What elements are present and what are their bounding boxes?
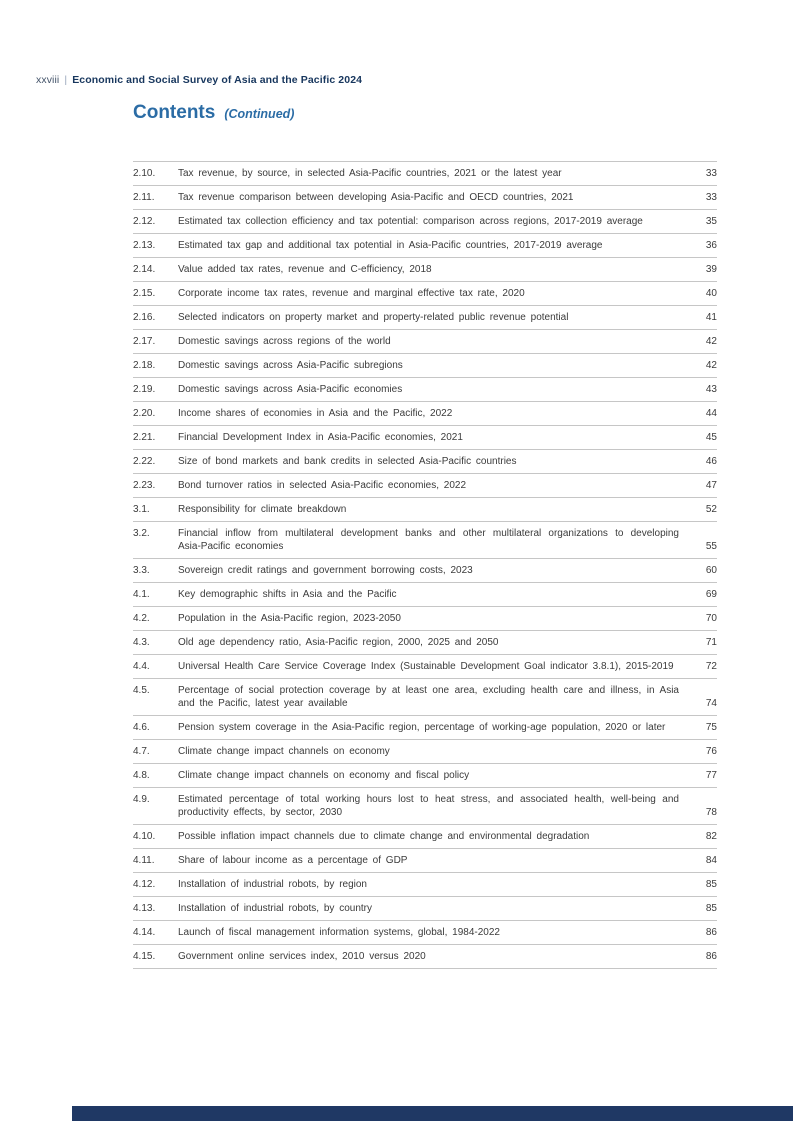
toc-entry-number: 2.20. (133, 407, 156, 419)
toc-entry-title: Size of bond markets and bank credits in selected Asia-Pacific countries (178, 455, 517, 467)
toc-entry-page: 41 (705, 311, 717, 323)
toc-entry-number: 4.10. (133, 831, 156, 843)
toc-entry-title: Government online services index, 2010 versus 2020 (178, 951, 426, 963)
toc-row (133, 559, 717, 583)
toc-entry-number: 2.18. (133, 359, 156, 371)
toc-entry-title: Percentage of social protection coverage by at least one area, excluding health care and illness, in Asia and the Pacific, latest year available (178, 684, 679, 709)
toc-entry-number: 3.1. (133, 503, 150, 515)
toc-entry-page: 76 (705, 745, 717, 757)
toc-entry-number: 2.22. (133, 455, 156, 467)
toc-entry-page: 70 (705, 612, 717, 624)
toc-entry-title: Tax revenue comparison between developing Asia-Pacific and OECD countries, 2021 (178, 191, 574, 203)
contents-title: Contents (133, 102, 216, 123)
section-title-line (133, 102, 294, 124)
toc-entry-number: 2.16. (133, 311, 156, 323)
toc-entry-page: 35 (705, 215, 717, 227)
toc-entry-number: 4.13. (133, 903, 156, 915)
toc-entry-title: Pension system coverage in the Asia-Pacific region, percentage of working-age population, 2020 or later (178, 721, 666, 733)
toc-entry-page: 85 (705, 903, 717, 915)
toc-entry-title: Universal Health Care Service Coverage Index (Sustainable Development Goal indicator 3.8.1), 2015-2019 (178, 660, 674, 672)
toc-entry-title: Corporate income tax rates, revenue and marginal effective tax rate, 2020 (178, 287, 525, 299)
toc-row (133, 378, 717, 402)
toc-entry-title: Launch of fiscal management information systems, global, 1984-2022 (178, 927, 500, 939)
toc-entry-title: Estimated tax collection efficiency and tax potential: comparison across regions, 2017-2019 average (178, 215, 643, 227)
toc-entry-page: 33 (705, 191, 717, 203)
toc-entry-page: 46 (705, 455, 717, 467)
toc-entry-page: 60 (705, 564, 717, 576)
toc-row (133, 921, 717, 945)
footer-bar (72, 1106, 793, 1121)
toc-entry-number: 4.2. (133, 612, 150, 624)
toc-entry-number: 4.9. (133, 793, 150, 805)
toc-row (133, 849, 717, 873)
toc-row (133, 716, 717, 740)
toc-entry-number: 4.11. (133, 855, 155, 867)
toc-entry-number: 2.21. (133, 431, 156, 443)
toc-entry-title: Climate change impact channels on economy and fiscal policy (178, 769, 470, 781)
toc-row (133, 679, 717, 716)
toc-entry-title: Estimated percentage of total working hours lost to heat stress, and associated health, well-being and productivity effects, by sector, 2030 (178, 793, 679, 819)
toc-row (133, 945, 717, 969)
toc-entry-page: 45 (705, 431, 717, 443)
toc-entry-number: 2.11. (133, 191, 155, 203)
toc-entry-title: Financial inflow from multilateral development banks and other multilateral organizations to developing Asia-Pacific economies (178, 527, 679, 552)
toc-entry-page: 82 (705, 831, 717, 843)
toc-entry-title: Domestic savings across Asia-Pacific subregions (178, 359, 403, 371)
toc-entry-number: 4.15. (133, 951, 156, 963)
toc-row (133, 522, 717, 559)
toc-entry-page: 86 (705, 951, 717, 963)
book-title: Economic and Social Survey of Asia and the Pacific 2024 (72, 74, 363, 86)
toc-entry-title: Key demographic shifts in Asia and the Pacific (178, 588, 397, 600)
toc-row (133, 474, 717, 498)
toc-entry-page: 85 (705, 879, 717, 891)
toc-entry-title: Share of labour income as a percentage of GDP (178, 855, 408, 867)
toc-entry-page: 33 (705, 167, 717, 179)
toc-entry-title: Selected indicators on property market and property-related public revenue potential (178, 311, 569, 323)
toc-entry-title: Estimated tax gap and additional tax potential in Asia-Pacific countries, 2017-2019 average (178, 239, 603, 251)
running-header (36, 74, 362, 86)
toc-entry-title: Installation of industrial robots, by country (178, 903, 372, 915)
toc-entry-page: 47 (705, 479, 717, 491)
toc-row (133, 631, 717, 655)
toc-entry-number: 2.19. (133, 383, 156, 395)
toc-entry-page: 43 (705, 383, 717, 395)
toc-entry-page: 77 (705, 769, 717, 781)
toc-entry-title: Responsibility for climate breakdown (178, 503, 347, 515)
toc-entry-title: Value added tax rates, revenue and C-efficiency, 2018 (178, 263, 432, 275)
toc-row (133, 740, 717, 764)
toc-entry-page: 55 (705, 540, 717, 552)
toc-entry-page: 84 (705, 855, 717, 867)
toc-entry-page: 36 (705, 239, 717, 251)
toc-entry-page: 42 (705, 359, 717, 371)
toc-entry-page: 74 (705, 697, 717, 709)
toc-row (133, 825, 717, 849)
toc-entry-page: 86 (705, 927, 717, 939)
toc-entry-number: 4.12. (133, 879, 156, 891)
toc-entry-page: 39 (705, 263, 717, 275)
toc-row (133, 426, 717, 450)
toc-entry-number: 4.3. (133, 636, 150, 648)
toc-row (133, 764, 717, 788)
toc-entry-title: Installation of industrial robots, by region (178, 879, 367, 891)
toc-entry-page: 75 (705, 721, 717, 733)
toc-entry-number: 2.13. (133, 239, 156, 251)
toc-entry-title: Population in the Asia-Pacific region, 2023-2050 (178, 612, 401, 624)
toc-entry-number: 2.14. (133, 263, 156, 275)
toc-entry-number: 4.14. (133, 927, 156, 939)
toc-entry-number: 4.4. (133, 660, 150, 672)
toc-entry-title: Climate change impact channels on economy (178, 745, 390, 757)
toc-row (133, 258, 717, 282)
toc-entry-title: Domestic savings across Asia-Pacific economies (178, 383, 403, 395)
toc-row (133, 354, 717, 378)
toc-entry-number: 2.15. (133, 287, 156, 299)
toc-entry-number: 4.8. (133, 769, 150, 781)
toc-row (133, 897, 717, 921)
toc-entry-page: 42 (705, 335, 717, 347)
toc-entry-title: Old age dependency ratio, Asia-Pacific region, 2000, 2025 and 2050 (178, 636, 499, 648)
toc-entry-number: 2.10. (133, 167, 156, 179)
folio-page-number: xxviii (36, 74, 60, 86)
toc-entry-title: Domestic savings across regions of the world (178, 335, 391, 347)
toc-entry-number: 4.6. (133, 721, 150, 733)
toc-table (133, 161, 717, 969)
contents-continued-label: (Continued) (224, 107, 295, 121)
toc-row (133, 450, 717, 474)
toc-entry-number: 3.3. (133, 564, 150, 576)
toc-entry-title: Tax revenue, by source, in selected Asia-Pacific countries, 2021 or the latest year (178, 167, 562, 179)
toc-entry-number: 4.5. (133, 684, 150, 696)
toc-entry-number: 2.12. (133, 215, 156, 227)
toc-row (133, 306, 717, 330)
toc-entry-page: 40 (705, 287, 717, 299)
toc-row (133, 788, 717, 825)
toc-entry-number: 2.17. (133, 335, 156, 347)
header-separator: | (64, 74, 68, 86)
toc-entry-page: 72 (705, 660, 717, 672)
toc-row (133, 583, 717, 607)
toc-row (133, 402, 717, 426)
toc-entry-number: 3.2. (133, 527, 150, 539)
toc-row (133, 873, 717, 897)
toc-entry-number: 2.23. (133, 479, 156, 491)
toc-row (133, 234, 717, 258)
toc-entry-page: 71 (705, 636, 717, 648)
toc-entry-title: Bond turnover ratios in selected Asia-Pacific economies, 2022 (178, 479, 467, 491)
toc-entry-page: 78 (705, 807, 717, 819)
toc-row (133, 655, 717, 679)
toc-row (133, 498, 717, 522)
toc-entry-page: 52 (705, 503, 717, 515)
toc-entry-title: Income shares of economies in Asia and the Pacific, 2022 (178, 407, 453, 419)
toc-row (133, 282, 717, 306)
toc-row (133, 186, 717, 210)
toc-entry-title: Possible inflation impact channels due to climate change and environmental degradation (178, 831, 590, 843)
toc-row (133, 210, 717, 234)
toc-entry-number: 4.1. (133, 588, 150, 600)
toc-entry-title: Financial Development Index in Asia-Pacific economies, 2021 (178, 431, 463, 443)
toc-entry-page: 69 (705, 588, 717, 600)
toc-entry-number: 4.7. (133, 745, 150, 757)
toc-row (133, 330, 717, 354)
toc-entry-page: 44 (705, 407, 717, 419)
toc-row (133, 162, 717, 186)
toc-row (133, 607, 717, 631)
toc-entry-title: Sovereign credit ratings and government borrowing costs, 2023 (178, 564, 473, 576)
